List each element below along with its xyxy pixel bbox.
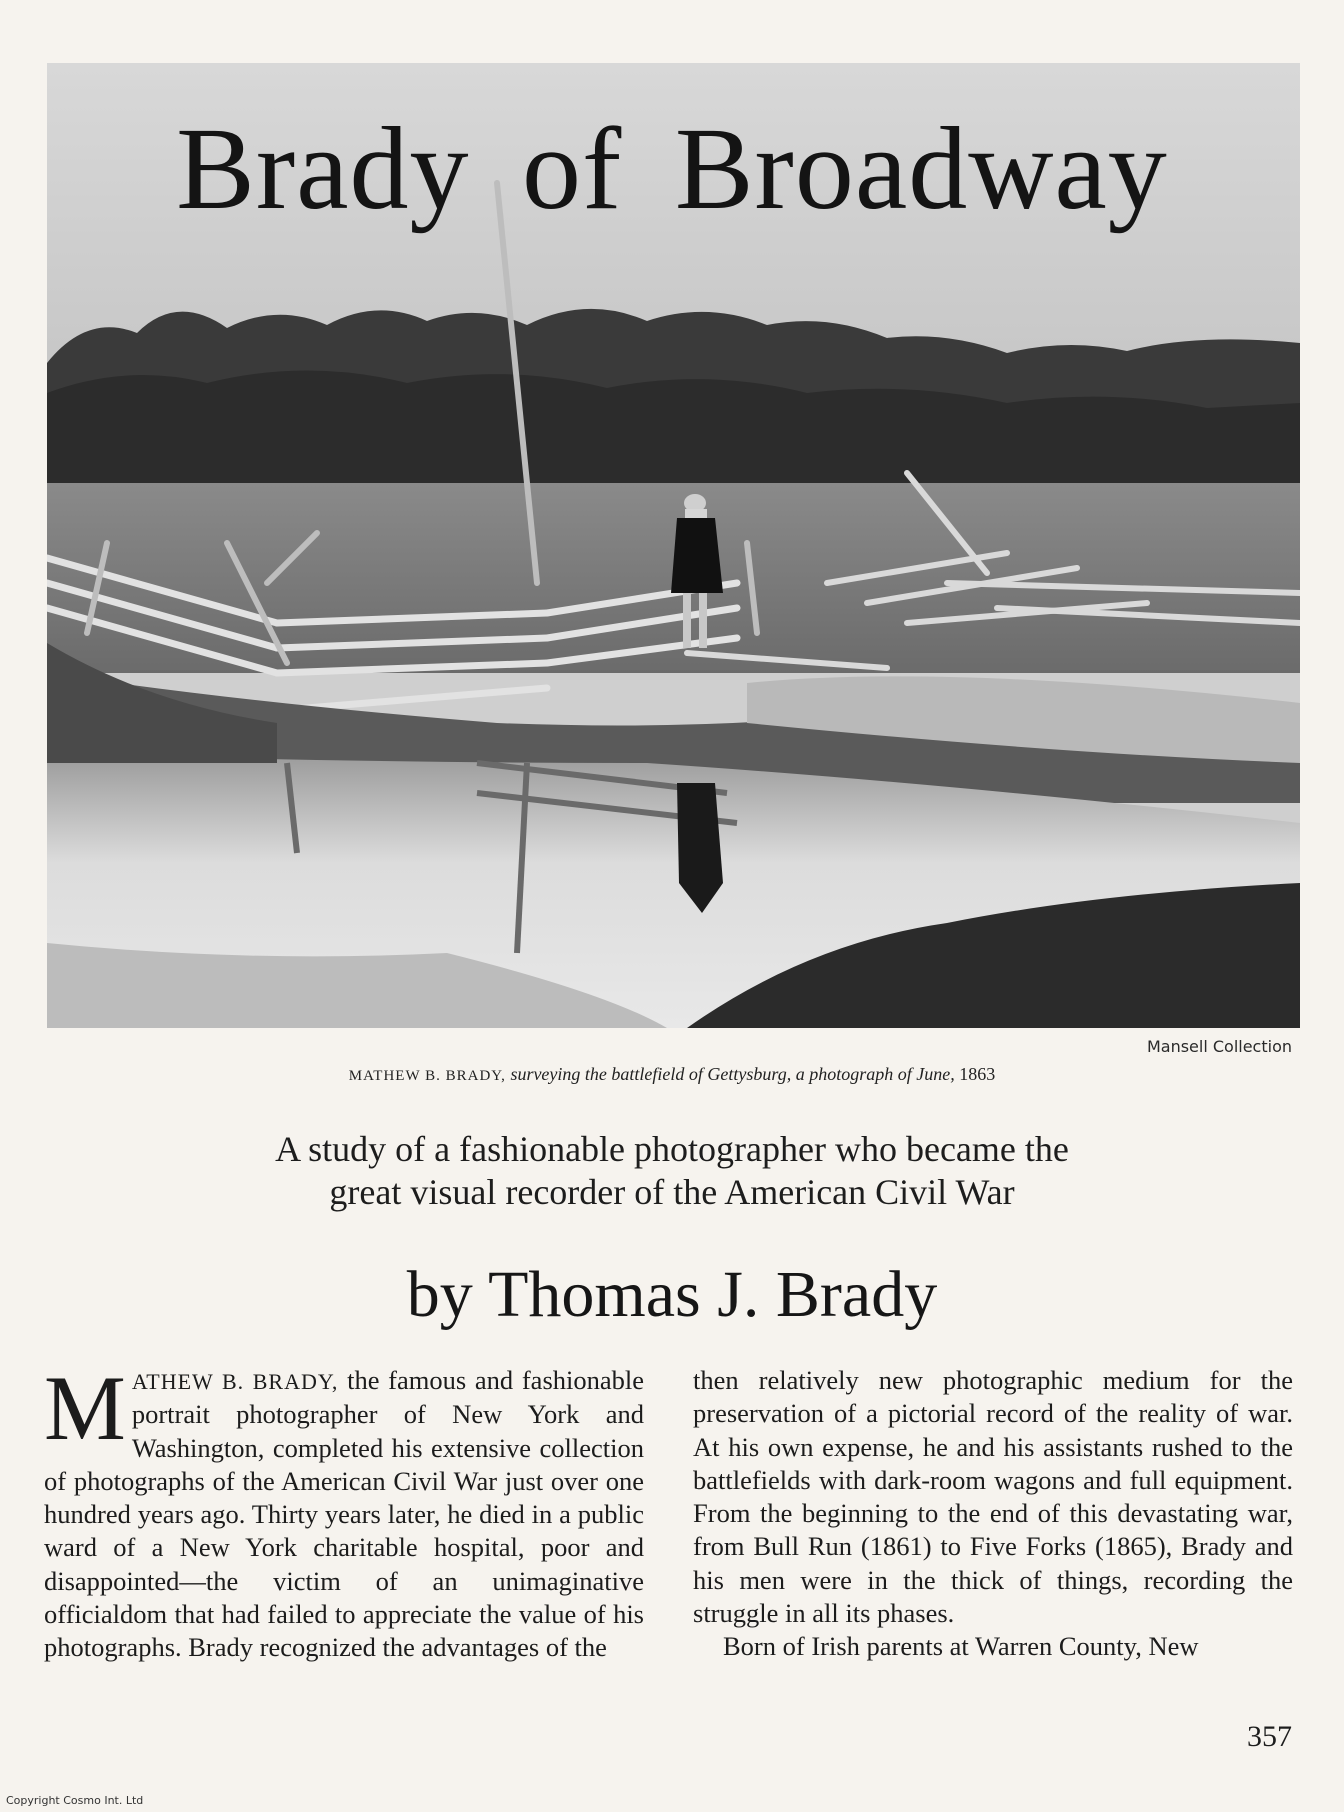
page-number: 357 <box>1247 1720 1292 1753</box>
caption-text: surveying the battlefield of Gettysburg, a photograph of June, <box>510 1064 955 1084</box>
copyright-notice: Copyright Cosmo Int. Ltd <box>6 1794 144 1807</box>
article-deck <box>0 1128 1344 1214</box>
lead-in: ATHEW B. BRADY, <box>131 1369 339 1394</box>
column-1-text: the famous and fashionable portrait photographer of New York and Washington, completed his extensive collection of photographs of the American Civil War just over one hundred years ago. Thirty years later, he died in a public ward of a New York charitable hospital, poor and disappointed—the victim of an unimaginative officialdom that had failed to appreciate the value of his photographs. Brady recognized the advantages of the <box>44 1365 645 1663</box>
column-2-paragraph-1: then relatively new photographic medium for the preservation of a pictorial record of the reality of war. At his own expense, he and his assistants rushed to the battlefields with dark-room wagons and full equipment. From the beginning to the end of this devastating war, from Bull Run (1861) to Five Forks (1865), Brady and his men were in the thick of things, recording the struggle in all its phases. <box>693 1365 1293 1629</box>
column-2-paragraph-2: Born of Irish parents at Warren County, New <box>723 1631 1199 1662</box>
caption-name: MATHEW B. BRADY, <box>348 1068 506 1084</box>
deck-line-2: great visual recorder of the American Civil War <box>329 1172 1015 1212</box>
deck-line-1: A study of a fashionable photographer who became the <box>275 1129 1069 1169</box>
caption-year: 1863 <box>959 1064 996 1084</box>
drop-cap: M <box>44 1357 126 1459</box>
article-title: Brady of Broadway <box>176 103 1168 234</box>
photo-credit: Mansell Collection <box>1146 1037 1292 1056</box>
byline: by Thomas J. Brady <box>406 1258 938 1331</box>
body-column-1 <box>44 1357 645 1665</box>
photo-caption <box>0 1064 1344 1085</box>
body-column-2 <box>693 1364 1293 1664</box>
